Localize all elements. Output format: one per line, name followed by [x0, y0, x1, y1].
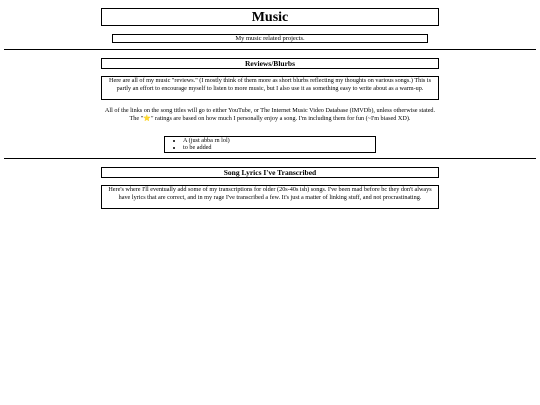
lyrics-heading-box	[101, 167, 439, 178]
lyrics-heading: Song Lyrics I've Transcribed	[223, 168, 317, 177]
links-note	[101, 107, 439, 122]
list-item-label: to be added	[183, 144, 212, 152]
page-title: Music	[251, 10, 289, 25]
page-title-box	[101, 8, 439, 26]
reviews-heading-box	[101, 58, 439, 69]
divider	[4, 158, 536, 159]
reviews-heading: Reviews/Blurbs	[244, 59, 295, 68]
reviews-intro: Here are all of my music "reviews." (I mostly think of them more as short blurbs reflecting my thoughts on various songs.) This is partly an effort to encourage myself to listen to more music, but I also use it as something easy to write about as a warm-up.	[101, 76, 439, 100]
list-item-a[interactable]	[183, 137, 375, 144]
links-note-text-start: All of the links on the song titles will go to either YouTube, or The Internet Music Video Database (IMVDb), unless otherwise stated. The "	[104, 107, 436, 122]
links-note-text-end: " ratings are based on how much I personally enjoy a song. I'm including them for fun (~I'm biased XD).	[150, 114, 411, 122]
list-item-to-be-added	[183, 144, 375, 151]
list-item-label[interactable]: A (just abba rn lol)	[183, 137, 230, 144]
lyrics-intro: Here's where I'll eventually add some of my transcriptions for older (20s-40s ish) songs. I've been mad before bc they don't always have lyrics that are correct, and in my rage I've transcribed a few. It's just a matter of linking stuff, and not procrastinating.	[101, 185, 439, 209]
reviews-list	[164, 136, 376, 153]
page-subtitle: My music related projects.	[112, 34, 428, 43]
star-icon: ⭐	[143, 114, 151, 122]
divider	[4, 49, 536, 50]
